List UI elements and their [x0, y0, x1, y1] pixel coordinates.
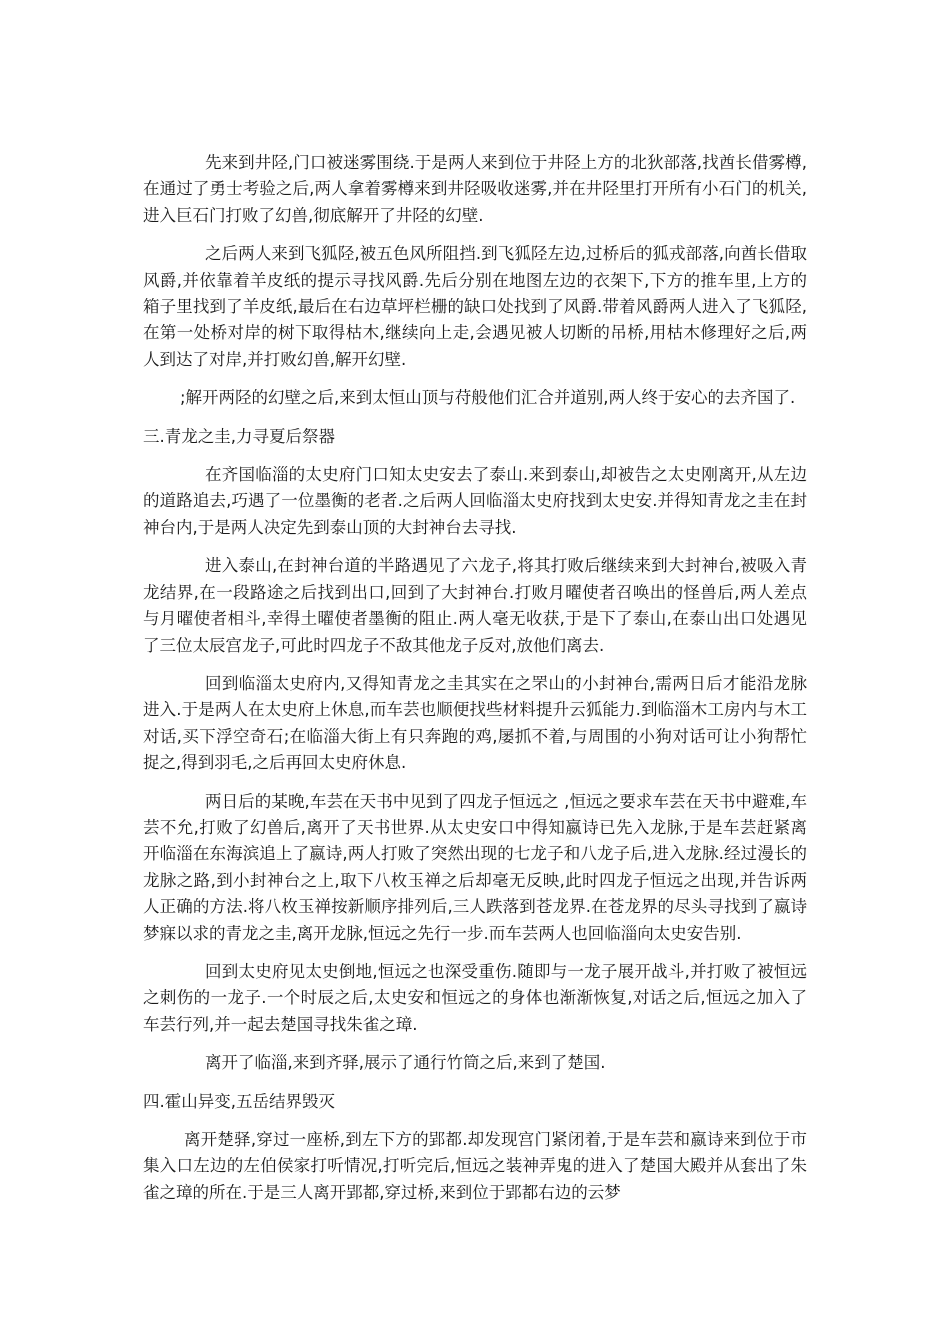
paragraph-to-chu: 离开了临淄,来到齐驿,展示了通行竹筒之后,来到了楚国. [205, 1053, 606, 1073]
paragraph-linzi: 在齐国临淄的太史府门口知太史安去了泰山.来到泰山,却被告之太史刚离开,从左边的道路追去,巧遇了一位墨衡的老者.之后两人回临淄太史府找到太史安.并得知青龙之圭在封神台内,于是两人决定先到泰山顶的大封神台去寻找. [143, 465, 807, 537]
paragraph-return-linzi: 回到临淄太史府内,又得知青龙之圭其实在之罘山的小封神台,需两日后才能沿龙脉进入.于是两人在太史府上休息,而车芸也顺便找些材料提升云狐能力.到临淄木工房内与木工对话,买下浮空奇石;在临淄大街上有只奔跑的鸡,屡抓不着,与周围的小狗对话可让小狗帮忙捉之,得到羽毛,之后再回太史府休息. [143, 673, 807, 773]
document-body [143, 150, 807, 1218]
section-heading-4: 四.霍山异变,五岳结界毁灭 [143, 1091, 335, 1111]
paragraph-dragon-vein: 两日后的某晚,车芸在天书中见到了四龙子恒远之 ,恒远之要求车芸在天书中避难,车芸不允,打败了幻兽后,离开了天书世界.从太史安口中得知嬴诗已先入龙脉,于是车芸赶紧离开临淄在东海滨追上了嬴诗,两人打败了突然出现的七龙子和八龙子后,进入龙脉.经过漫长的龙脉之路,到小封神台之上,取下八枚玉禅之后却毫无反映,此时四龙子恒远之出现,并告诉两人正确的方法.将八枚玉禅按新顺序排列后,三人跌落到苍龙界.在苍龙界的尽头寻找到了嬴诗梦寐以求的青龙之圭,离开龙脉,恒远之先行一步.而车芸两人也回临淄向太史安告别. [143, 791, 807, 943]
paragraph-taishan: 进入泰山,在封神台道的半路遇见了六龙子,将其打败后继续来到大封神台,被吸入青龙结界,在一段路途之后找到出口,回到了大封神台.打败月曜使者召唤出的怪兽后,两人差点与月曜使者相斗,幸得土曜使者墨衡的阻止.两人毫无收获,于是下了泰山,在泰山出口处遇见了三位太辰宫龙子,可此时四龙子不敌其他龙子反对,放他们离去. [143, 556, 807, 655]
paragraph-farewell: ;解开两陉的幻壁之后,来到太恒山顶与苻般他们汇合并道别,两人终于安心的去齐国了. [180, 388, 796, 408]
paragraph-battle: 回到太史府见太史倒地,恒远之也深受重伤.随即与一龙子展开战斗,并打败了被恒远之刺伤的一龙子.一个时辰之后,太史安和恒远之的身体也渐渐恢复,对话之后,恒远之加入了车芸行列,并一起去楚国寻找朱雀之璋. [143, 961, 807, 1034]
paragraph-feihuxing: 之后两人来到飞狐陉,被五色风所阻挡.到飞狐陉左边,过桥后的狐戎部落,向酋长借取风爵,并依靠着羊皮纸的提示寻找风爵.先后分别在地图左边的衣架下,下方的推车里,上方的箱子里找到了羊皮纸,最后在右边草坪栏栅的缺口处找到了风爵.带着风爵两人进入了飞狐陉,在第一处桥对岸的树下取得枯木,继续向上走,会遇见被人切断的吊桥,用枯木修理好之后,两人到达了对岸,并打败幻兽,解开幻壁. [143, 244, 807, 369]
paragraph-yingdu: 离开楚驿,穿过一座桥,到左下方的郢都.却发现宫门紧闭着,于是车芸和嬴诗来到位于市集入口左边的左伯侯家打听情况,打听完后,恒远之装神弄鬼的进入了楚国大殿并从套出了朱雀之璋的所在.于是三人离开郢都,穿过桥,来到位于郢都右边的云梦 [143, 1130, 807, 1202]
section-heading-3: 三.青龙之圭,力寻夏后祭器 [143, 426, 335, 446]
paragraph-jingxing: 先来到井陉,门口被迷雾围绕.于是两人来到位于井陉上方的北狄部落,找酋长借雾樽,在通过了勇士考验之后,两人拿着雾樽来到井陉吸收迷雾,并在井陉里打开所有小石门的机关,进入巨石门打败了幻兽,彻底解开了井陉的幻壁. [143, 153, 807, 225]
